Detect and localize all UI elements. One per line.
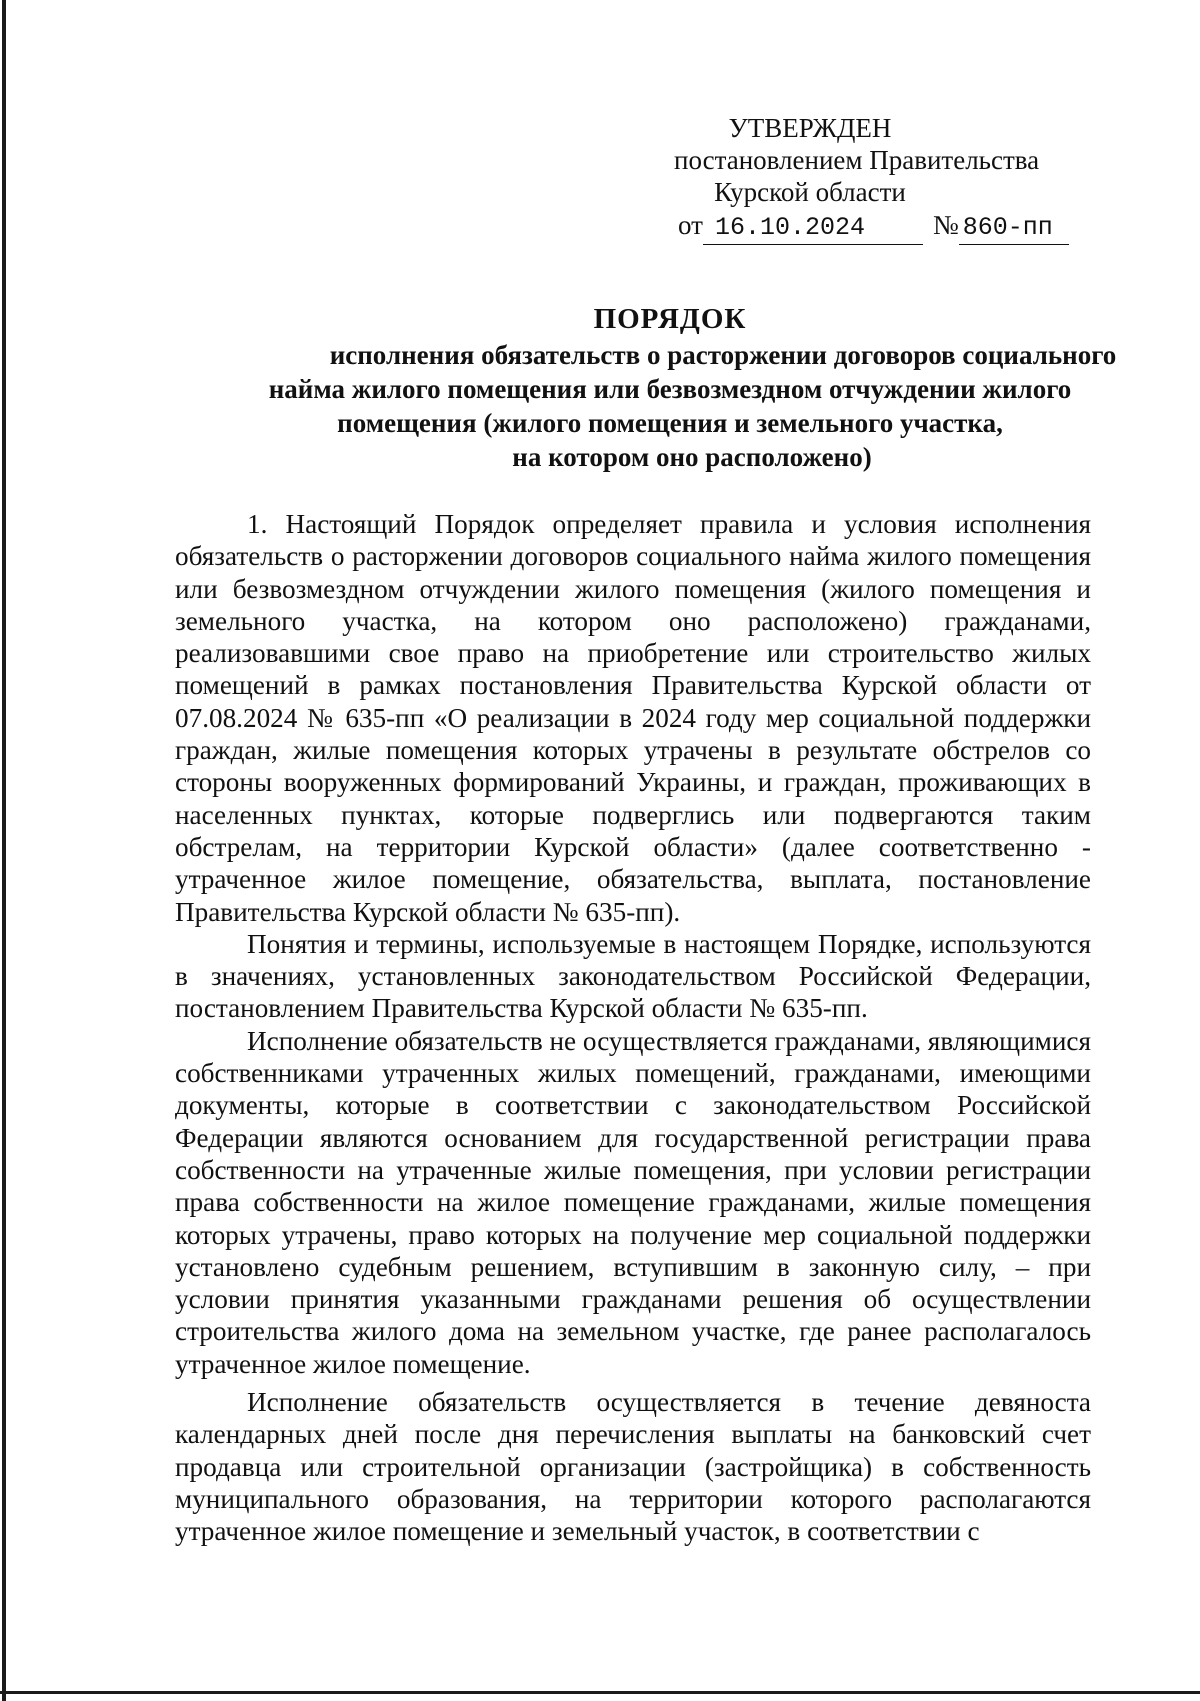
approval-date: 16.10.2024 — [703, 212, 923, 245]
approval-number: 860-пп — [959, 212, 1069, 245]
approval-stamp — [620, 112, 1060, 245]
number-label: № — [932, 210, 959, 240]
title-line-1: исполнения обязательств о расторжении договоров социального — [329, 340, 1117, 370]
scan-bottom-edge — [0, 1691, 1200, 1694]
approval-heading: УТВЕРЖДЕН — [728, 113, 892, 143]
title-line-3: помещения (жилого помещения и земельного участка, — [337, 408, 1003, 438]
paragraph-2: Понятия и термины, используемые в настоящем Порядке, используются в значениях, установленных законодательством Российской Федерации, постановлением Правительства Курской области № 635-пп. — [175, 928, 1091, 1024]
document-body — [175, 508, 1091, 1548]
paragraph-4: Исполнение обязательств осуществляется в течение девяноста календарных дней после дня перечисления выплаты на банковский счет продавца или строительной организации (застройщика) в собственность муниципального образования, на территории которого располагаются утраченное жилое помещение и земельный участок, в соответствии с — [175, 1387, 1091, 1547]
scan-left-edge — [2, 0, 6, 1701]
document-title — [170, 302, 1170, 474]
paragraph-1: 1. Настоящий Порядок определяет правила и условия исполнения обязательств о расторжении договоров социального найма жилого помещения или безвозмездном отчуждении жилого помещения (жилого помещения и земельного участка, на котором оно расположено) гражданами, реализовавшими свое право на приобретение или строительство жилых помещений в рамках постановления Правительства Курской области от 07.08.2024 № 635-пп «О реализации в 2024 году мер социальной поддержки граждан, жилые помещения которых утрачены в результате обстрелов со стороны вооруженных формирований Украины, и граждан, проживающих в населенных пунктах, которые подверглись или подвергаются таким обстрелам, на территории Курской области» (далее соответственно - утраченное жилое помещение, обязательства, выплата, постановление Правительства Курской области № 635-пп). — [175, 509, 1091, 927]
approval-date-line — [678, 209, 1060, 245]
date-prefix: от — [678, 210, 703, 240]
title-main: ПОРЯДОК — [593, 303, 747, 335]
approval-region: Курской области — [714, 177, 906, 207]
approval-by: постановлением Правительства — [674, 145, 1040, 175]
title-line-4: на котором оно расположено) — [512, 442, 872, 472]
title-line-2: найма жилого помещения или безвозмездном отчуждении жилого — [268, 374, 1072, 404]
paragraph-3: Исполнение обязательств не осуществляется гражданами, являющимися собственниками утраченных жилых помещений, гражданами, имеющими документы, которые в соответствии с законодательством Российской Федерации являются основанием для государственной регистрации права собственности на утраченные жилые помещения, при условии регистрации права собственности на жилое помещение гражданами, жилые помещения которых утрачены, право которых на получение мер социальной поддержки установлено судебным решением, вступившим в законную силу, – при условии принятия указанными гражданами решения об осуществлении строительства жилого дома на земельном участке, где ранее располагалось утраченное жилое помещение. — [175, 1025, 1091, 1379]
